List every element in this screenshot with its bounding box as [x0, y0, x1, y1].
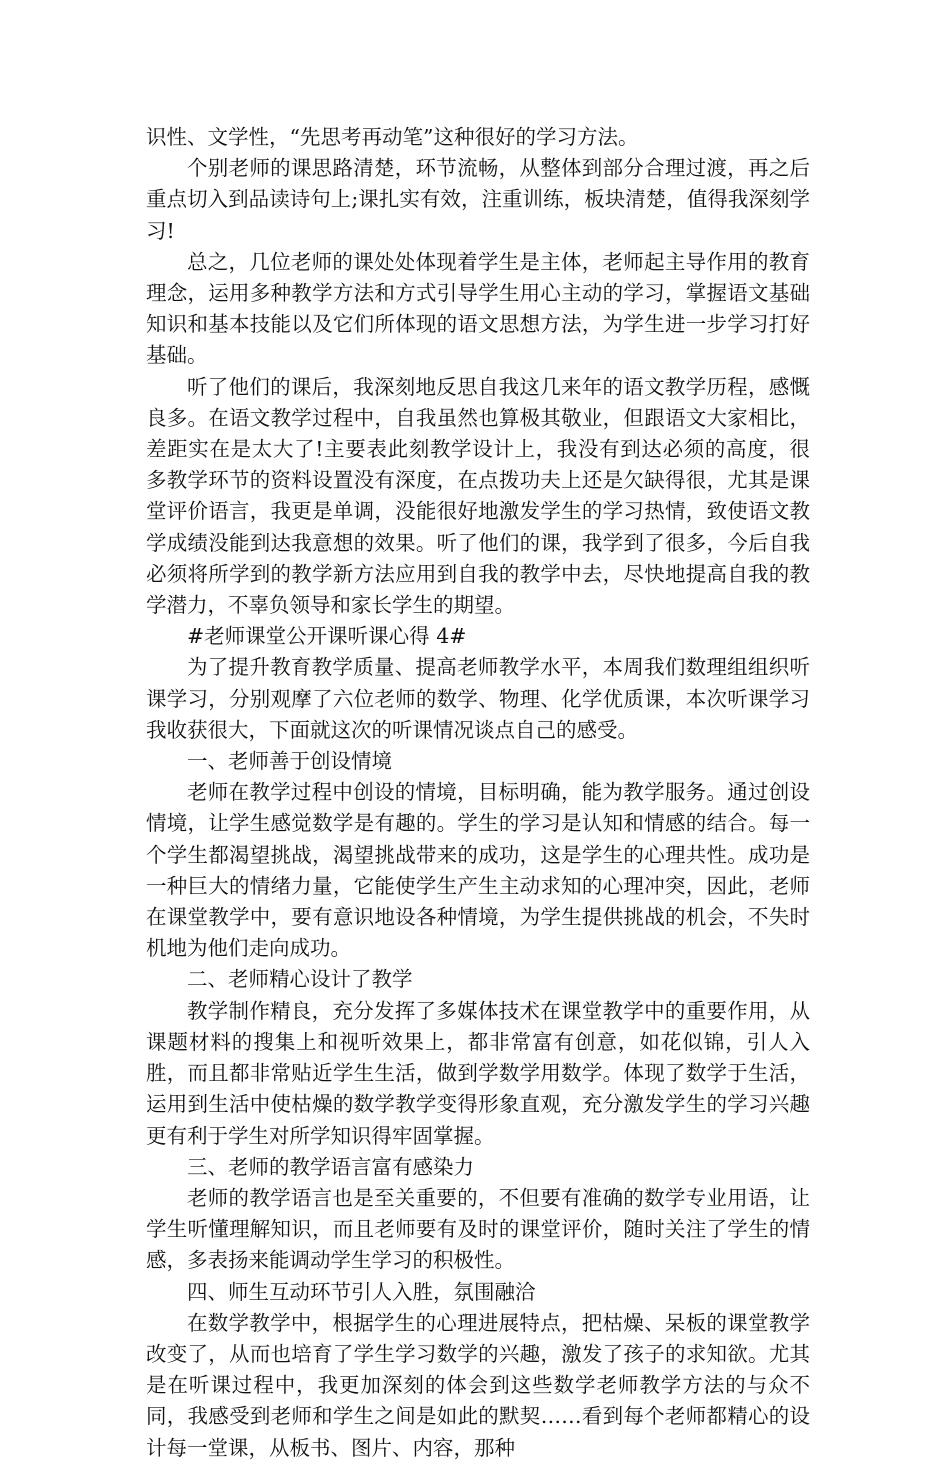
paragraph-8: 老师的教学语言也是至关重要的，不但要有准确的数学专业用语，让学生听懂理解知识，而且老师要有及时的课堂评价，随时关注了学生的情感，多表扬来能调动学生学习的积极性。: [146, 1185, 810, 1273]
document-page: [146, 122, 810, 1464]
subheading-4: 四、师生互动环节引人入胜，氛围融洽: [187, 1279, 536, 1304]
paragraph-6: 老师在教学过程中创设的情境，目标明确，能为教学服务。通过创设情境，让学生感觉数学是有趣的。学生的学习是认知和情感的结合。每一个学生都渴望挑战，渴望挑战带来的成功，这是学生的心理共性。成功是一种巨大的情绪力量，它能使学生产生主动求知的心理冲突，因此，老师在课堂教学中，要有意识地设各种情境，为学生提供挑战的机会，不失时机地为他们走向成功。: [146, 780, 810, 961]
paragraph-4: 听了他们的课后，我深刻地反思自我这几来年的语文教学历程，感慨良多。在语文教学过程中，自我虽然也算极其敬业，但跟语文大家相比，差距实在是太大了!主要表此刻教学设计上，我没有到达必须的高度，很多教学环节的资料设置没有深度，在点拨功夫上还是欠缺得很，尤其是课堂评价语言，我更是单调，没能很好地激发学生的学习热情，致使语文教学成绩没能到达我意想的效果。听了他们的课，我学到了很多，今后自我必须将所学到的教学新方法应用到自我的教学中去，尽快地提高自我的教学潜力，不辜负领导和家长学生的期望。: [146, 374, 810, 618]
paragraph-7: 教学制作精良，充分发挥了多媒体技术在课堂教学中的重要作用，从课题材料的搜集上和视听效果上，都非常富有创意，如花似锦，引人入胜，而且都非常贴近学生生活，做到学数学用数学。体现了数学于生活，运用到生活中使枯燥的数学教学变得形象直观，充分激发学生的学习兴趣更有利于学生对所学知识得牢固掌握。: [146, 998, 810, 1148]
paragraph-1: 识性、文学性，“先思考再动笔”这种很好的学习方法。: [146, 125, 639, 149]
subheading-3: 三、老师的教学语言富有感染力: [187, 1154, 474, 1179]
paragraph-2: 个别老师的课思路清楚，环节流畅，从整体到部分合理过渡，再之后重点切入到品读诗句上;课扎实有效，注重训练，板块清楚，值得我深刻学习!: [146, 156, 810, 243]
subheading-1: 一、老师善于创设情境: [187, 749, 392, 774]
paragraph-5: 为了提升教育教学质量、提高老师教学水平，本周我们数理组组织听课学习，分别观摩了六位老师的数学、物理、化学优质课，本次听课学习我收获很大，下面就这次的听课情况谈点自己的感受。: [146, 655, 810, 742]
section-title-4: #老师课堂公开课听课心得 4#: [187, 624, 467, 649]
paragraph-3: 总之，几位老师的课处处体现着学生是主体，老师起主导作用的教育理念，运用多种教学方法和方式引导学生用心主动的学习，掌握语文基础知识和基本技能以及它们所体现的语文思想方法，为学生进一步学习打好基础。: [146, 249, 810, 368]
paragraph-9: 在数学教学中，根据学生的心理进展特点，把枯燥、呆板的课堂教学改变了，从而也培育了学生学习数学的兴趣，激发了孩子的求知欲。尤其是在听课过程中，我更加深刻的体会到这些数学老师教学方法的与众不同，我感受到老师和学生之间是如此的默契……看到每个老师都精心的设计每一堂课，从板书、图片、内容，那种: [146, 1310, 810, 1460]
subheading-2: 二、老师精心设计了教学: [187, 967, 413, 992]
